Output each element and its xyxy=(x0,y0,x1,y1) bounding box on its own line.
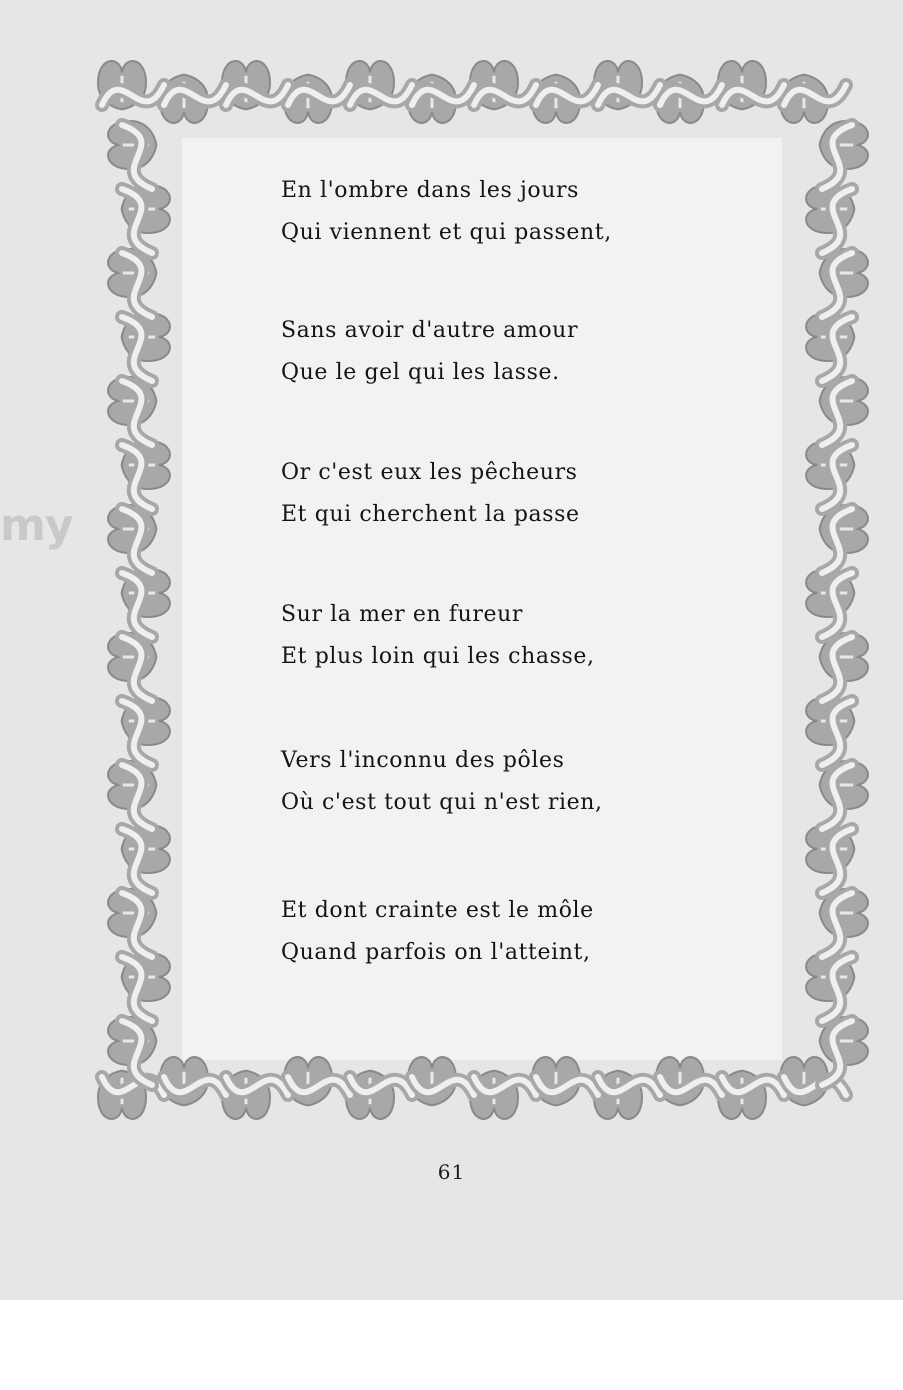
poem-line: Or c'est eux les pêcheurs xyxy=(281,460,578,485)
poem-line: Vers l'inconnu des pôles xyxy=(281,748,565,773)
poem-line: Sans avoir d'autre amour xyxy=(281,318,579,343)
stanza-5 xyxy=(281,740,751,824)
poem-line: Et plus loin qui les chasse, xyxy=(281,644,595,669)
poem-line: Où c'est tout qui n'est rien, xyxy=(281,790,603,815)
page-number: 61 xyxy=(437,1160,466,1184)
stanza-4 xyxy=(281,594,751,678)
poem-line: En l'ombre dans les jours xyxy=(281,178,580,203)
stanza-1 xyxy=(281,170,751,254)
poem-line: Qui viennent et qui passent, xyxy=(281,220,612,245)
stanza-2 xyxy=(281,310,751,394)
poem-line: Que le gel qui les lasse. xyxy=(281,360,560,385)
stanza-6 xyxy=(281,890,751,974)
stanza-3 xyxy=(281,452,751,536)
poem-line: Sur la mer en fureur xyxy=(281,602,524,627)
poem-line: Et dont crainte est le môle xyxy=(281,898,594,923)
poem-line: Et qui cherchent la passe xyxy=(281,502,580,527)
bottom-margin xyxy=(0,1300,903,1390)
poem-line: Quand parfois on l'atteint, xyxy=(281,940,591,965)
watermark-text: my xyxy=(0,500,73,551)
